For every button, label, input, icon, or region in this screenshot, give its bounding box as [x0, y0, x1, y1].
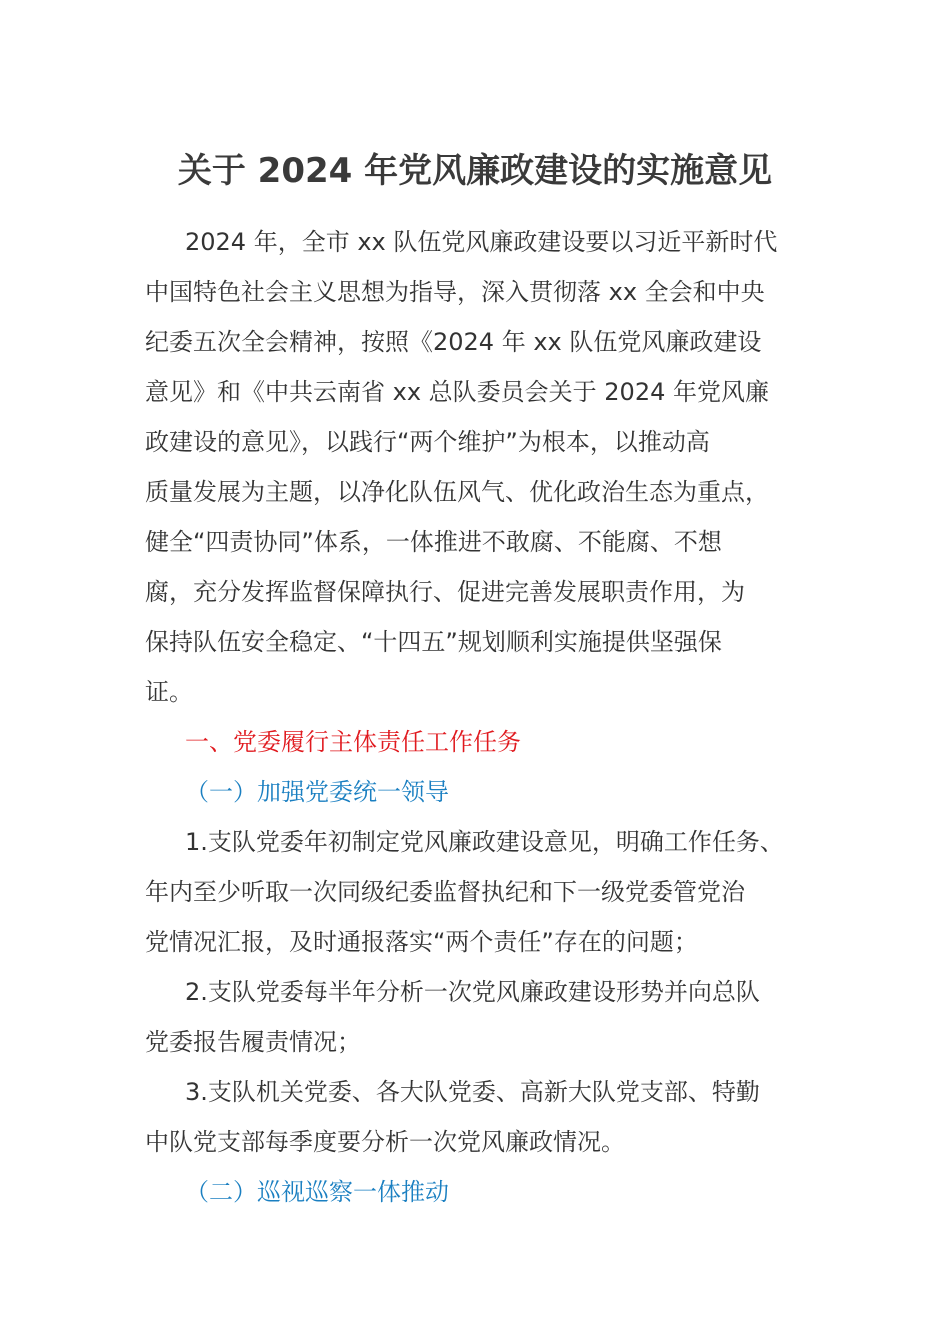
paragraph-line: 年内至少听取一次同级纪委监督执纪和下一级党委管党治 — [145, 878, 745, 906]
paragraph-line: 3.支队机关党委、各大队党委、高新大队党支部、特勤 — [185, 1078, 760, 1106]
paragraph-line: 健全“四责协同”体系，一体推进不敢腐、不能腐、不想 — [145, 528, 722, 556]
paragraph-line: 腐，充分发挥监督保障执行、促进完善发展职责作用，为 — [145, 578, 745, 606]
paragraph-line: 1.支队党委年初制定党风廉政建设意见，明确工作任务、 — [185, 828, 784, 856]
subsection-heading: （一）加强党委统一领导 — [185, 778, 449, 806]
section-heading: 一、党委履行主体责任工作任务 — [185, 728, 521, 756]
paragraph-line: 纪委五次全会精神，按照《2024 年 xx 队伍党风廉政建设 — [145, 328, 762, 356]
paragraph-line: 政建设的意见》，以践行“两个维护”为根本，以推动高 — [145, 428, 710, 456]
subsection-heading: （二）巡视巡察一体推动 — [185, 1178, 449, 1206]
paragraph-line: 党情况汇报，及时通报落实“两个责任”存在的问题； — [145, 928, 698, 956]
paragraph-line: 中队党支部每季度要分析一次党风廉政情况。 — [145, 1128, 625, 1156]
paragraph-line: 2024 年，全市 xx 队伍党风廉政建设要以习近平新时代 — [185, 228, 778, 256]
paragraph-line: 意见》和《中共云南省 xx 总队委员会关于 2024 年党风廉 — [145, 378, 769, 406]
paragraph-line: 证。 — [145, 678, 193, 706]
paragraph-line: 党委报告履责情况； — [145, 1028, 361, 1056]
document-title: 关于 2024 年党风廉政建设的实施意见 — [177, 151, 773, 191]
paragraph-line: 保持队伍安全稳定、“十四五”规划顺利实施提供坚强保 — [145, 628, 722, 656]
paragraph-line: 质量发展为主题，以净化队伍风气、优化政治生态为重点， — [145, 478, 769, 506]
paragraph-line: 2.支队党委每半年分析一次党风廉政建设形势并向总队 — [185, 978, 760, 1006]
paragraph-line: 中国特色社会主义思想为指导，深入贯彻落 xx 全会和中央 — [145, 278, 765, 306]
